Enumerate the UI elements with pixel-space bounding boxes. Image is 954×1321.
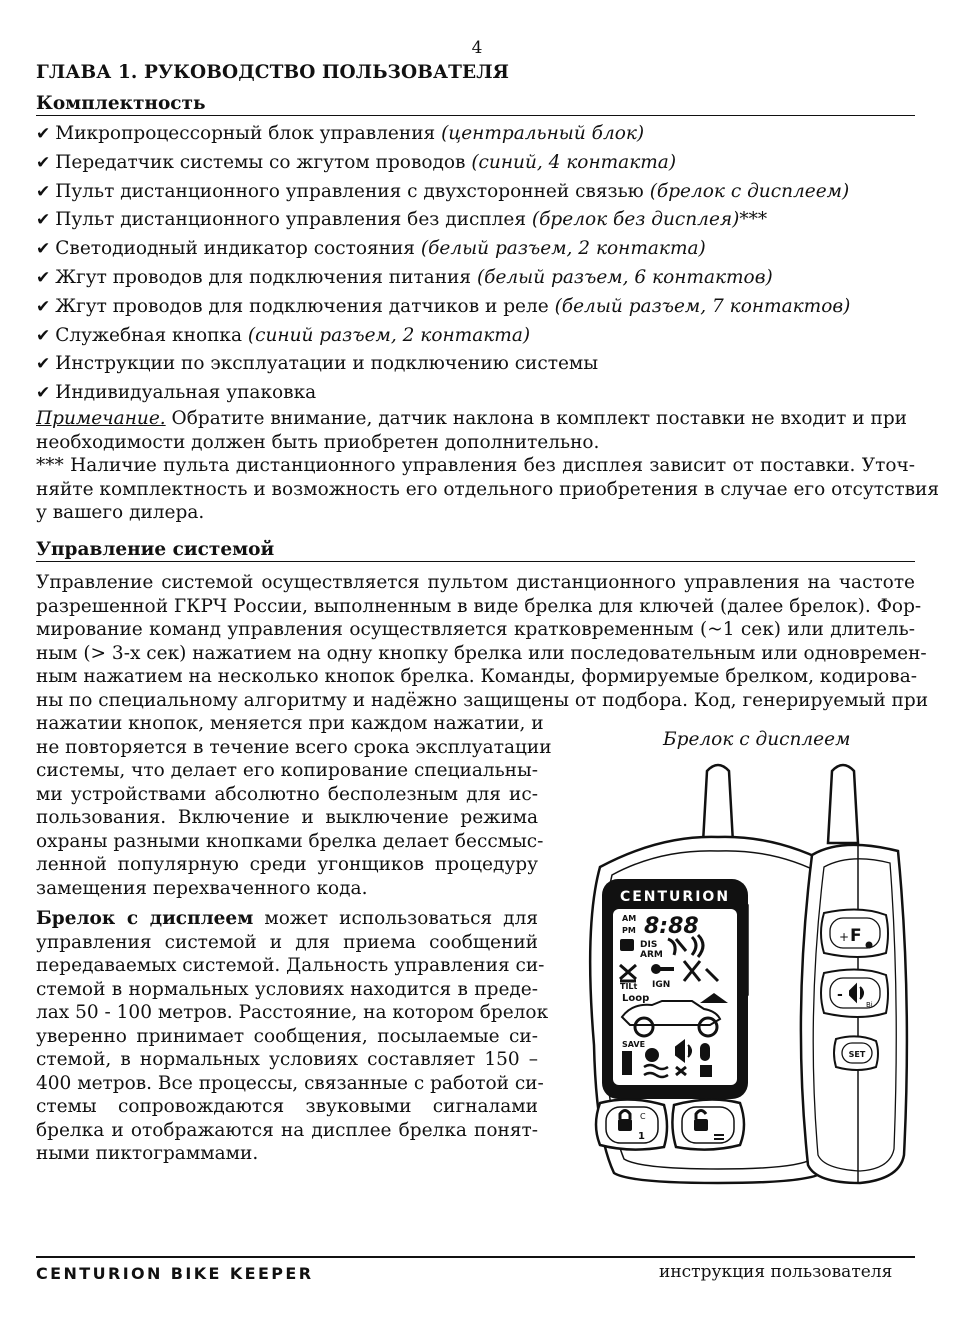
note-label: Примечание. <box>36 408 166 429</box>
text-line: стемой, в нормальных условиях составляет 150 – <box>36 1049 538 1070</box>
text-line: ны по специальному алгоритму и надёжно защищены от подбора. Код, генерируемый при <box>36 689 929 711</box>
check-icon: ✔ <box>36 354 51 375</box>
kit-item-text: Светодиодный индикатор состояния <box>55 238 415 260</box>
text-line: управления системой и для приема сообщений <box>36 931 538 953</box>
fob-brand: CENTURION <box>619 889 731 905</box>
control-heading: Управление системой <box>36 539 915 562</box>
kit-list <box>36 120 936 408</box>
check-icon: ✔ <box>36 124 51 144</box>
kit-item <box>36 206 936 235</box>
text-line: не повторяется в течение всего срока эксплуатации <box>36 736 552 758</box>
alarm-icon <box>645 1048 659 1062</box>
text-line: уверенно принимает сообщения, посылаемые си- <box>36 1025 538 1047</box>
kit-item-text: Инструкции по эксплуатации и подключению системы <box>55 353 599 375</box>
btn-set-label: SET <box>848 1050 866 1059</box>
temp-icon <box>700 1043 710 1061</box>
kit-item <box>36 379 936 408</box>
text-line: замещения перехваченного кода. <box>36 877 368 899</box>
kit-item-note: (центральный блок) <box>441 123 645 144</box>
kit-item <box>36 235 936 264</box>
fob-bold-title: Брелок с дисплеем <box>36 908 254 929</box>
kit-item <box>36 264 936 293</box>
control-paragraph <box>36 571 929 712</box>
control-paragraph-cont <box>36 712 552 900</box>
unlock-button[interactable] <box>672 1099 744 1149</box>
fob-last-line: ными пиктограммами. <box>36 1143 259 1164</box>
kit-heading: Комплектность <box>36 93 915 116</box>
lcd-save: SAVE <box>622 1040 646 1049</box>
kit-item-text: Служебная кнопка <box>55 324 243 346</box>
lcd-dis: DIS <box>640 940 658 950</box>
stars-text-2: няйте комплектность и возможность его отдельного приобретения в случае его отсутствия <box>36 478 939 500</box>
btn-bi-label: Bi <box>866 1001 873 1009</box>
text-line: ленной популярную среди угонщиков процедуру <box>36 854 538 875</box>
lcd-pm: PM <box>622 926 636 935</box>
kit-item-text: Индивидуальная упаковка <box>55 382 317 404</box>
footer-brand: CENTURION BIKE KEEPER <box>36 1264 314 1283</box>
kit-item-text: Жгут проводов для подключения датчиков и реле <box>55 295 549 317</box>
text-line: передаваемых системой. Дальность управления си- <box>36 955 545 976</box>
footer-rule <box>36 1256 915 1258</box>
kit-item-note: (белый разъем, 2 контакта) <box>420 238 706 260</box>
battery-icon <box>622 1051 632 1075</box>
lock-icon <box>620 939 634 951</box>
kit-item-text: Жгут проводов для подключения питания <box>55 266 472 288</box>
btn-plus-label: + <box>839 930 850 944</box>
kit-item-note: (белый разъем, 7 контактов) <box>554 295 851 317</box>
text-line: Управление системой осуществляется пультом дистанционного управления на частоте <box>36 572 915 593</box>
page-number: 4 <box>471 38 483 58</box>
kit-item-text: Пульт дистанционного управления без дисплея <box>55 209 527 231</box>
lcd-arm: ARM <box>640 950 663 960</box>
lcd-time: 8:88 <box>644 914 699 939</box>
btn-c-label: C <box>640 1112 646 1121</box>
text-line: стемой в нормальных условиях находится в преде- <box>36 978 538 1000</box>
lock-button[interactable] <box>596 1099 667 1149</box>
kit-item-note: (брелок с дисплеем) <box>649 180 850 202</box>
kit-note <box>36 407 939 525</box>
text-line: ным нажатием на несколько кнопок брелка. Команды, формируемые брелком, кодирова- <box>36 666 917 687</box>
chapter-title: ГЛАВА 1. РУКОВОДСТВО ПОЛЬЗОВАТЕЛЯ <box>36 62 510 83</box>
fob-first-rest: может использоваться для <box>253 908 538 929</box>
text-line: ми устройствами абсолютно бесполезным для ис- <box>36 783 538 805</box>
kit-item <box>36 322 936 351</box>
check-icon: ✔ <box>36 267 51 288</box>
text-line: системы, что делает его копирование специальны- <box>36 760 538 781</box>
kit-item <box>36 149 936 178</box>
kit-item <box>36 350 936 379</box>
check-icon: ✔ <box>36 383 51 404</box>
kit-item-note: (синий, 4 контакта) <box>471 151 677 173</box>
check-icon: ✔ <box>36 181 51 202</box>
stars-text-1: *** Наличие пульта дистанционного управления без дисплея зависит от поставки. Уточ- <box>36 455 915 476</box>
check-icon: ✔ <box>36 239 51 260</box>
lcd-am: AM <box>622 914 637 923</box>
kit-item-note: (белый разъем, 6 контактов) <box>476 266 773 288</box>
text-line: ным (> 3-х сек) нажатием на одну кнопку брелка или последовательным или одновремен- <box>36 642 927 664</box>
set-button[interactable] <box>834 1036 878 1070</box>
lcd-tilt: TILt <box>620 982 638 991</box>
btn-minus-label: - <box>837 987 843 1003</box>
fob-paragraph <box>36 907 549 1166</box>
kit-item-note: (синий разъем, 2 контакта) <box>247 324 531 346</box>
check-icon: ✔ <box>36 296 51 317</box>
speaker-button[interactable] <box>821 969 888 1017</box>
check-icon: ✔ <box>36 325 51 346</box>
footer-doc-title: инструкция пользователя <box>659 1262 893 1282</box>
stars-text-3: у вашего дилера. <box>36 502 205 523</box>
text-line: лах 50 - 100 метров. Расстояние, на котором брелок <box>36 1002 549 1023</box>
text-line: мирование команд управления осуществляется кратковременным (~1 сек) или длитель- <box>36 619 915 640</box>
keyfob-illustration <box>560 755 920 1200</box>
kit-item <box>36 293 936 322</box>
lcd-loop: Loop <box>622 993 650 1004</box>
check-icon: ✔ <box>36 210 51 231</box>
check-icon: ✔ <box>36 152 51 173</box>
kit-item-text: Пульт дистанционного управления с двухсторонней связью <box>55 180 644 202</box>
text-line: брелка и отображаются на дисплее брелка понят- <box>36 1119 538 1141</box>
note-text-1: Обратите внимание, датчик наклона в комплект поставки не входит и при <box>171 408 908 429</box>
text-line: пользования. Включение и выключение режима <box>36 807 538 828</box>
btn-f-label: F <box>850 926 862 946</box>
key-icon <box>651 964 661 974</box>
kit-item-text: Микропроцессорный блок управления <box>55 123 436 144</box>
kit-item-note: (брелок без дисплея)*** <box>531 209 768 231</box>
text-line: разрешенной ГКРЧ России, выполненным в виде брелка для ключей (далее брелок). Фор- <box>36 595 922 617</box>
text-line: 400 метров. Все процессы, связанные с работой си- <box>36 1072 544 1094</box>
text-line: нажатии кнопок, меняется при каждом нажатии, и <box>36 713 544 734</box>
kit-item <box>36 178 936 207</box>
lcd-ign: IGN <box>652 980 671 990</box>
text-line: охраны разными кнопками брелка делает бессмыс- <box>36 830 544 852</box>
note-text-2: необходимости должен быть приобретен дополнительно. <box>36 431 600 453</box>
kit-item <box>36 120 936 149</box>
text-line: стемы сопровождаются звуковыми сигналами <box>36 1096 538 1117</box>
f-button[interactable] <box>821 909 888 957</box>
figure-caption: Брелок с дисплеем <box>663 729 851 750</box>
kit-item-text: Передатчик системы со жгутом проводов <box>55 151 466 173</box>
btn-1-label: 1 <box>638 1131 645 1142</box>
